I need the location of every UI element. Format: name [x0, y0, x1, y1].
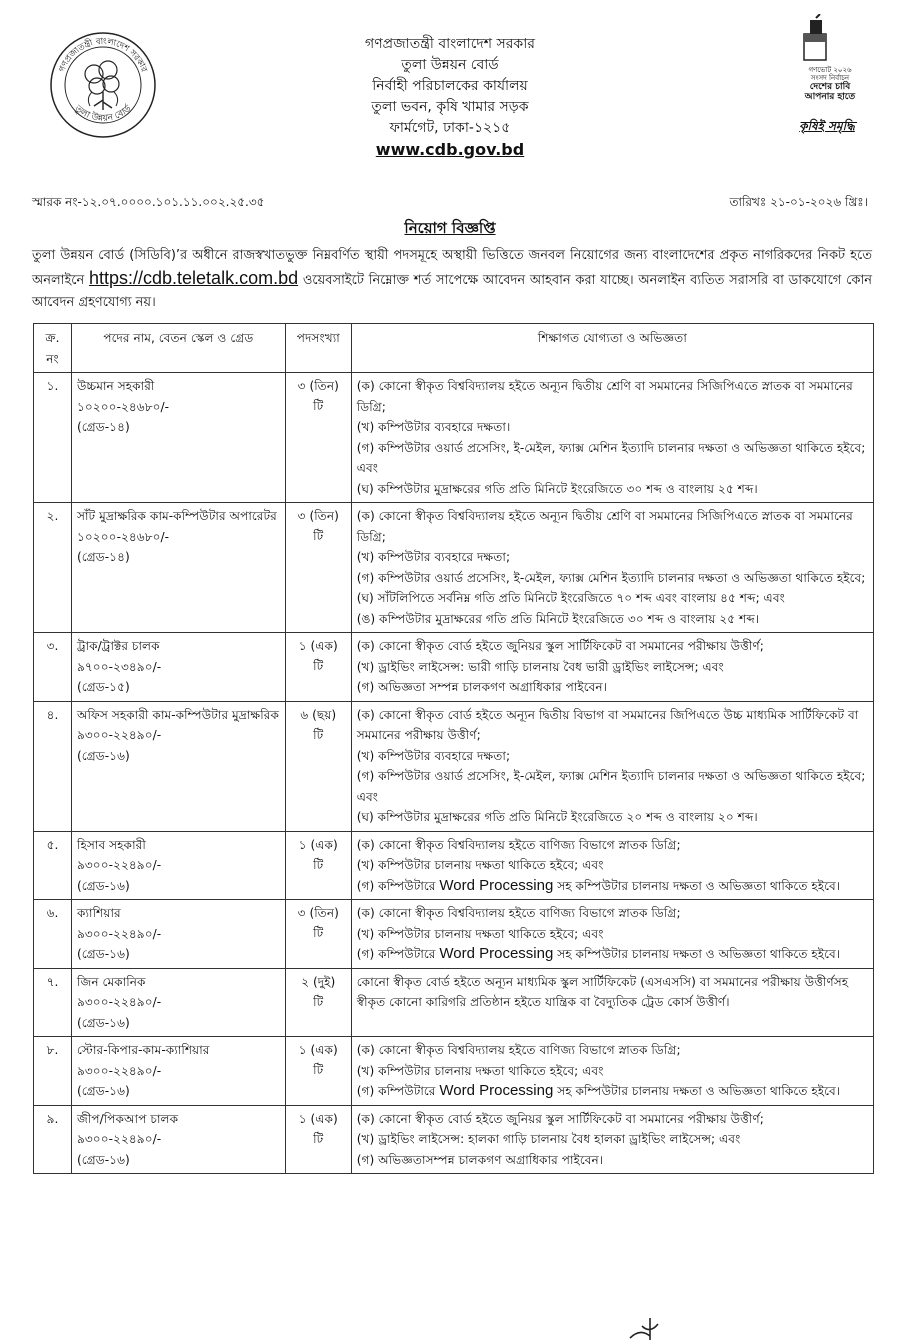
post-count-unit: টি: [313, 1131, 324, 1146]
election-line-1: গণভোট ২০২৬: [808, 66, 852, 74]
row-count-cell: [285, 1105, 351, 1174]
qualification-item: (গ) কম্পিউটারে Word Processing সহ কম্পিউটার চালনায় দক্ষতা ও অভিজ্ঞতা থাকিতে হইবে।: [356, 876, 841, 894]
row-qualification-cell: [351, 900, 873, 969]
grade: (গ্রেড-১৬): [76, 1015, 130, 1030]
post-count: ১ (এক): [298, 1043, 338, 1057]
header-count: পদসংখ্যা: [285, 324, 351, 373]
grade: (গ্রেড-১৬): [76, 947, 130, 961]
qualification-item: (ঘ) কম্পিউটার মুদ্রাক্ষরের গতি প্রতি মিনিটে ইংরেজিতে ২০ শব্দ ও বাংলায় ২০ শব্দ।: [356, 810, 758, 824]
qualification-item: (ক) কোনো স্বীকৃত বোর্ড হইতে অন্যূন দ্বিতীয় বিভাগ বা সমমানের জিপিএতে উচ্চ মাধ্যমিক সার্টিফিকেট বা সমমানের পরীক্ষায় উত্তীর্ণ;: [356, 707, 859, 742]
application-url-link[interactable]: https://cdb.teletalk.com.bd: [88, 268, 299, 288]
row-qualification-cell: [351, 373, 873, 503]
post-name: ক্যাশিয়ার: [76, 906, 121, 920]
post-count: ১ (এক): [298, 1111, 338, 1126]
qualification-item: (খ) কম্পিউটার চালনায় দক্ষতা থাকিতে হইবে; এবং: [356, 926, 604, 941]
post-name: স্টোর-কিপার-কাম-ক্যাশিয়ার: [76, 1043, 210, 1057]
post-name: সাঁট মুদ্রাক্ষরিক কাম-কম্পিউটার অপারেটর: [76, 509, 277, 523]
row-serial: ৮.: [34, 1037, 72, 1106]
post-name: অফিস সহকারী কাম-কম্পিউটার মুদ্রাক্ষরিক: [76, 707, 280, 722]
post-count-unit: টি: [313, 659, 324, 673]
memo-number: স্মারক নং-১২.০৭.০০০০.১০১.১১.০০২.২৫.৩৫: [32, 195, 265, 209]
row-post-cell: [71, 1105, 285, 1174]
table-header-row: [34, 324, 874, 373]
signature-icon: [620, 1318, 680, 1340]
notice-title-text: নিয়োগ বিজ্ঞপ্তি: [404, 219, 496, 237]
row-count-cell: [285, 900, 351, 969]
row-post-cell: [71, 1037, 285, 1106]
post-name: হিসাব সহকারী: [76, 837, 146, 852]
signature-mark: [620, 1318, 680, 1340]
qualification-item: (ঘ) সাঁটলিপিতে সর্বনিম্ন গতি প্রতি মিনিটে ইংরেজিতে ৭০ শব্দ এবং বাংলায় ৪৫ শব্দ; এবং: [356, 591, 785, 605]
qualification-item: (ক) কোনো স্বীকৃত বিশ্ববিদ্যালয় হইতে বাণিজ্য বিভাগে স্নাতক ডিগ্রি;: [356, 837, 681, 852]
header-line-address: তুলা ভবন, কৃষি খামার সড়ক: [371, 99, 529, 115]
header-serial: ক্র. নং: [34, 324, 72, 373]
post-count-unit: টি: [313, 857, 324, 872]
header-line-government: গণপ্রজাতন্ত্রী বাংলাদেশ সরকার: [365, 36, 535, 52]
row-serial: ৫.: [34, 831, 72, 900]
cdb-logo: [48, 30, 158, 140]
election-line-4: আপনার হাতে: [804, 92, 856, 102]
post-count: ৬ (ছয়): [300, 707, 337, 722]
row-qualification-cell: [351, 633, 873, 702]
notice-title: [0, 217, 900, 242]
table-row: [34, 1037, 874, 1106]
grade: (গ্রেড-১৬): [76, 1084, 130, 1098]
row-serial: ৩.: [34, 633, 72, 702]
post-count: ২ (দুই): [301, 974, 336, 989]
qualification-item: (ক) কোনো স্বীকৃত বিশ্ববিদ্যালয় হইতে বাণিজ্য বিভাগে স্নাতক ডিগ্রি;: [356, 1043, 681, 1057]
row-post-cell: [71, 503, 285, 633]
qualification-item: (খ) কম্পিউটার ব্যবহারে দক্ষতা;: [356, 550, 511, 564]
row-serial: ৪.: [34, 701, 72, 831]
row-post-cell: [71, 633, 285, 702]
row-post-cell: [71, 701, 285, 831]
table-row: [34, 633, 874, 702]
post-count: ৩ (তিন): [297, 509, 339, 523]
table-body: [34, 373, 874, 1174]
header-line-board: তুলা উন্নয়ন বোর্ড: [401, 57, 499, 73]
qualification-item: (খ) কম্পিউটার চালনায় দক্ষতা থাকিতে হইবে; এবং: [356, 858, 604, 872]
grade: (গ্রেড-১৫): [76, 680, 130, 694]
qualification-item: (গ) কম্পিউটার ওয়ার্ড প্রসেসিং, ই-মেইল, ফ্যাক্স মেশিন ইত্যাদি চালনার দক্ষতা ও অভিজ্ঞতা থাকিতে হইবে;: [356, 570, 866, 585]
election-line-2: সংসদ নির্বাচন: [810, 74, 850, 82]
row-qualification-cell: [351, 968, 873, 1037]
memo-row: [32, 194, 868, 214]
qualification-item: (গ) অভিজ্ঞতা সম্পন্ন চালকগণ অগ্রাধিকার পাইবেন।: [356, 680, 608, 694]
pay-scale: ৯৩০০-২২৪৯০/-: [76, 858, 162, 872]
row-qualification-cell: [351, 1105, 873, 1174]
svg-text:গণপ্রজাতন্ত্রী বাংলাদেশ সরকার: [57, 36, 149, 75]
header-post: পদের নাম, বেতন স্কেল ও গ্রেড: [71, 324, 285, 373]
grade: (গ্রেড-১৬): [76, 878, 130, 893]
row-serial: ৭.: [34, 968, 72, 1037]
row-qualification-cell: [351, 503, 873, 633]
row-serial: ৬.: [34, 900, 72, 969]
post-count-unit: টি: [313, 529, 324, 543]
office-header: [250, 34, 650, 160]
qualification-item: (খ) কম্পিউটার ব্যবহারে দক্ষতা।: [356, 420, 511, 434]
row-count-cell: [285, 373, 351, 503]
pay-scale: ৯৩০০-২২৪৯০/-: [76, 1132, 162, 1146]
post-name: ট্রাক/ট্রাক্টর চালক: [76, 639, 160, 653]
post-count: ১ (এক): [298, 837, 338, 852]
row-count-cell: [285, 831, 351, 900]
grade: (গ্রেড-১৬): [76, 748, 130, 763]
row-post-cell: [71, 968, 285, 1037]
grade: (গ্রেড-১৪): [76, 550, 130, 564]
cotton-seal-icon: [48, 30, 158, 140]
qualification-item: কোনো স্বীকৃত বোর্ড হইতে অন্যূন মাধ্যমিক স্কুল সার্টিফিকেট (এসএসসি) বা সমমানের পরীক্ষায় উত্তীর্ণসহ স্বীকৃত কোনো কারিগরি প্রতিষ্ঠান হইতে যান্ত্রিক বা বৈদ্যুতিক ট্রেড কোর্স উত্তীর্ণ।: [356, 974, 849, 1009]
row-serial: ২.: [34, 503, 72, 633]
header-line-office: নির্বাহী পরিচালকের কার্যালয়: [372, 78, 528, 94]
row-count-cell: [285, 968, 351, 1037]
qualification-item: (ক) কোনো স্বীকৃত বোর্ড হইতে জুনিয়র স্কুল সার্টিফিকেট বা সমমানের পরীক্ষায় উত্তীর্ণ;: [356, 639, 764, 653]
qualification-item: (খ) ড্রাইভিং লাইসেন্স: ভারী গাড়ি চালনায় বৈধ ভারী ড্রাইভিং লাইসেন্স; এবং: [356, 659, 724, 674]
election-line-3: দেশের চাবি: [809, 82, 851, 92]
table-row: [34, 968, 874, 1037]
table-row: [34, 701, 874, 831]
word-processing-term: Word Processing: [439, 945, 554, 962]
table-row: [34, 503, 874, 633]
post-count: ৩ (তিন): [297, 379, 339, 393]
word-processing-term: Word Processing: [439, 876, 554, 894]
pay-scale: ১০২০০-২৪৬৮০/-: [76, 399, 170, 414]
row-qualification-cell: [351, 701, 873, 831]
qualification-item: (ঙ) কম্পিউটার মুদ্রাক্ষরের গতি প্রতি মিনিটে ইংরেজিতে ৩০ শব্দ ও বাংলায় ২৫ শব্দ।: [356, 611, 760, 626]
posts-table: [33, 323, 874, 1174]
header-line-city: ফার্মগেট, ঢাকা-১২১৫: [389, 120, 511, 136]
qualification-item: (খ) কম্পিউটার চালনায় দক্ষতা থাকিতে হইবে; এবং: [356, 1063, 604, 1078]
grade: (গ্রেড-১৬): [76, 1152, 130, 1167]
post-count-unit: টি: [313, 926, 324, 940]
pay-scale: ৯৭০০-২৩৪৯০/-: [76, 659, 162, 674]
post-count-unit: টি: [313, 727, 324, 742]
row-serial: ১.: [34, 373, 72, 503]
table-row: [34, 373, 874, 503]
qualification-item: (গ) কম্পিউটার ওয়ার্ড প্রসেসিং, ই-মেইল, ফ্যাক্স মেশিন ইত্যাদি চালনার দক্ষতা ও অভিজ্ঞতা থাকিতে হইবে; এবং: [356, 440, 866, 475]
header-qualification: শিক্ষাগত যোগ্যতা ও অভিজ্ঞতা: [351, 324, 873, 373]
grade: (গ্রেড-১৪): [76, 420, 130, 434]
row-post-cell: [71, 373, 285, 503]
memo-date: তারিখঃ ২১-০১-২০২৬ খ্রিঃ।: [729, 195, 868, 209]
seal-bottom-text: তুলা উন্নয়ন বোর্ড: [72, 103, 134, 124]
post-count-unit: টি: [313, 399, 324, 413]
row-qualification-cell: [351, 1037, 873, 1106]
election-text: [792, 66, 868, 102]
qualification-item: (খ) কম্পিউটার ব্যবহারে দক্ষতা;: [356, 748, 511, 763]
pay-scale: ৯৩০০-২২৪৯০/-: [76, 926, 162, 941]
slogan-text: কৃষিই সমৃদ্ধি: [799, 119, 855, 133]
word-processing-term: Word Processing: [439, 1082, 554, 1099]
qualification-item: (ক) কোনো স্বীকৃত বিশ্ববিদ্যালয় হইতে অন্যূন দ্বিতীয় শ্রেণি বা সমমানের সিজিপিএতে স্নাতক বা সমমানের ডিগ্রি;: [356, 379, 853, 414]
website-link[interactable]: www.cdb.gov.bd: [375, 140, 525, 159]
intro-text-before: তুলা উন্নয়ন বোর্ড (সিডিবি)’র অধীনে রাজস্বখাতভুক্ত নিম্নবর্ণিত স্থায়ী পদসমূহে অস্থায়ী ভিত্তিতে জনবল নিয়োগের জন্য বাংলাদেশের প্রকৃত নাগরিকদের নিকট হতে অনলাইনে: [32, 248, 872, 288]
qualification-item: (গ) অভিজ্ঞতাসম্পন্ন চালকগণ অগ্রাধিকার পাইবেন।: [356, 1152, 604, 1167]
seal-top-text: গণপ্রজাতন্ত্রী বাংলাদেশ সরকার: [57, 36, 149, 74]
intro-text-after: ওয়েবসাইটে নিম্নোক্ত শর্ত সাপেক্ষে আবেদন আহবান করা যাচ্ছে। অনলাইন ব্যতিত সরাসরি বা ডাকযোগে কোন আবেদন গ্রহণযোগ্য নয়।: [32, 273, 872, 310]
qualification-item: (গ) কম্পিউটারে Word Processing সহ কম্পিউটার চালনায় দক্ষতা ও অভিজ্ঞতা থাকিতে হইবে।: [356, 945, 841, 962]
post-name: উচ্চমান সহকারী: [76, 379, 155, 393]
post-count-unit: টি: [313, 994, 324, 1009]
row-count-cell: [285, 503, 351, 633]
pay-scale: ৯৩০০-২২৪৯০/-: [76, 995, 162, 1009]
post-name: জীপ/পিকআপ চালক: [76, 1111, 179, 1126]
row-count-cell: [285, 633, 351, 702]
qualification-item: (ক) কোনো স্বীকৃত বিশ্ববিদ্যালয় হইতে বাণিজ্য বিভাগে স্নাতক ডিগ্রি;: [356, 906, 681, 920]
post-count-unit: টি: [313, 1063, 324, 1077]
post-name: জিন মেকানিক: [76, 974, 146, 989]
table-row: [34, 1105, 874, 1174]
row-count-cell: [285, 701, 351, 831]
table-row: [34, 831, 874, 900]
pay-scale: ৯৩০০-২২৪৯০/-: [76, 728, 162, 742]
pay-scale: ১০২০০-২৪৬৮০/-: [76, 529, 170, 544]
qualification-item: (ক) কোনো স্বীকৃত বিশ্ববিদ্যালয় হইতে অন্যূন দ্বিতীয় শ্রেণি বা সমমানের সিজিপিএতে স্নাতক বা সমমানের ডিগ্রি;: [356, 509, 853, 544]
qualification-item: (খ) ড্রাইভিং লাইসেন্স: হালকা গাড়ি চালনায় বৈধ হালকা ড্রাইভিং লাইসেন্স; এবং: [356, 1132, 741, 1146]
row-serial: ৯.: [34, 1105, 72, 1174]
row-post-cell: [71, 831, 285, 900]
qualification-item: (গ) কম্পিউটার ওয়ার্ড প্রসেসিং, ই-মেইল, ফ্যাক্স মেশিন ইত্যাদি চালনার দক্ষতা ও অভিজ্ঞতা থাকিতে হইবে; এবং: [356, 769, 866, 804]
qualification-item: (গ) কম্পিউটারে Word Processing সহ কম্পিউটার চালনায় দক্ষতা ও অভিজ্ঞতা থাকিতে হইবে।: [356, 1082, 841, 1099]
row-qualification-cell: [351, 831, 873, 900]
post-count: ৩ (তিন): [297, 906, 339, 920]
table-row: [34, 900, 874, 969]
row-post-cell: [71, 900, 285, 969]
qualification-item: (ক) কোনো স্বীকৃত বোর্ড হইতে জুনিয়র স্কুল সার্টিফিকেট বা সমমানের পরীক্ষায় উত্তীর্ণ;: [356, 1111, 764, 1126]
intro-paragraph: [32, 245, 872, 314]
row-count-cell: [285, 1037, 351, 1106]
election-emblem: [760, 14, 870, 142]
qualification-item: (ঘ) কম্পিউটার মুদ্রাক্ষরের গতি প্রতি মিনিটে ইংরেজিতে ৩০ শব্দ ও বাংলায় ২৫ শব্দ।: [356, 481, 758, 496]
pay-scale: ৯৩০০-২২৪৯০/-: [76, 1063, 162, 1078]
post-count: ১ (এক): [298, 639, 338, 653]
